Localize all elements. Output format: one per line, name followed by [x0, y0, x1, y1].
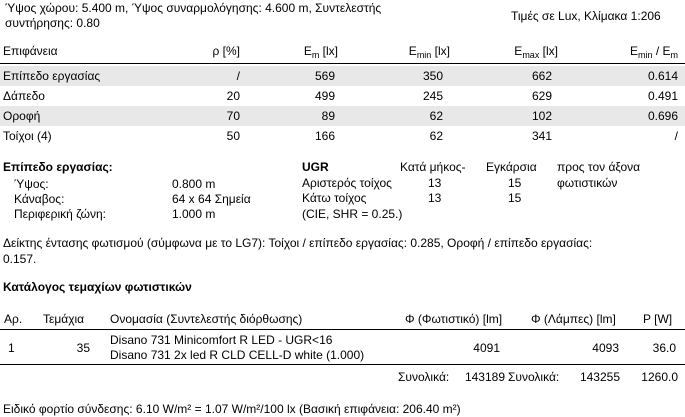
ugr-left-wall-length: 13	[428, 176, 442, 190]
workplane-height-label: Ύψος:	[14, 177, 49, 191]
col-header-em: $E_m$ [lx]	[303, 44, 338, 60]
cell-emin: 62	[429, 109, 443, 123]
cell-emin: 245	[422, 89, 443, 103]
total-label: Συνολικά:	[508, 370, 560, 384]
cell-reflectance: 70	[226, 109, 240, 123]
cell-em: 166	[314, 129, 335, 143]
cell-uniformity: 0.614	[647, 69, 678, 83]
cell-uniformity: /	[674, 129, 678, 143]
ugr-bottom-wall-label: Κάτω τοίχος	[302, 191, 367, 205]
ugr-left-wall-label: Αριστερός τοίχος	[302, 176, 392, 190]
cell-surface: Δάπεδο	[3, 89, 45, 103]
col-header-reflectance: ρ [%]	[212, 44, 240, 58]
workplane-border-label: Περιφερική ζώνη:	[14, 207, 107, 221]
ugr-bottom-wall-length: 13	[428, 191, 442, 205]
ugr-col-axis-1: προς τον άξονα	[557, 160, 641, 174]
cell-reflectance: /	[236, 69, 240, 83]
total-flux-luminaire: 143189	[464, 370, 505, 384]
cell-emax: 662	[531, 69, 552, 83]
luminaires-title: Κατάλογος τεμαχίων φωτιστικών	[3, 280, 192, 294]
col-header-pieces: Τεμάχια	[43, 312, 85, 326]
cell-surface: Οροφή	[3, 109, 41, 123]
cell-name-line-2: Disano 731 2x led R CLD CELL-D white (1.000)	[110, 348, 365, 362]
row-shade	[0, 66, 685, 86]
cell-em: 499	[314, 89, 335, 103]
cell-emin: 62	[429, 129, 443, 143]
total-label: Συνολικά:	[398, 370, 450, 384]
table-divider	[0, 329, 685, 330]
col-header-surface: Επιφάνεια	[3, 44, 58, 58]
cell-flux-lamps: 4093	[592, 341, 619, 355]
col-header-name: Ονομασία (Συντελεστής διόρθωσης)	[110, 312, 303, 326]
ugr-col-cross: Εγκάρσια	[486, 160, 537, 174]
ugr-note: (CIE, SHR = 0.25.)	[302, 207, 403, 221]
values-note: Τιμές σε Lux, Κλίμακα 1:206	[511, 9, 661, 23]
cell-surface: Επίπεδο εργασίας	[3, 69, 101, 83]
ugr-left-wall-cross: 15	[508, 176, 522, 190]
table-divider	[0, 364, 685, 365]
cell-emax: 341	[531, 129, 552, 143]
cell-emax: 629	[531, 89, 552, 103]
room-info-line-1: Ύψος χώρου: 5.400 m, Ύψος συναρμολόγησης: 4.600 m, Συντελεστής	[5, 1, 382, 15]
ugr-bottom-wall-cross: 15	[508, 191, 522, 205]
cell-em: 89	[321, 109, 335, 123]
col-header-power: P [W]	[643, 312, 673, 326]
illuminance-index-line-1: Δείκτης έντασης φωτισμού (σύμφωνα με το LG7): Τοίχοι / επίπεδο εργασίας: 0.285, Οροφή / επίπεδο εργασίας:	[3, 236, 593, 250]
cell-number: 1	[8, 341, 15, 355]
col-header-uniformity: $E_{min} / E_m$	[629, 44, 678, 60]
cell-name-line-1: Disano 731 Minicomfort R LED - UGR<16	[110, 333, 333, 347]
table-divider	[0, 63, 685, 64]
workplane-border-value: 1.000 m	[172, 207, 216, 221]
ugr-title: UGR	[302, 160, 329, 174]
workplane-height-value: 0.800 m	[172, 177, 216, 191]
workplane-title: Επίπεδο εργασίας:	[3, 160, 113, 174]
workplane-grid-value: 64 x 64 Σημεία	[172, 192, 251, 206]
col-header-flux-luminaire: Φ (Φωτιστικό) [lm]	[405, 312, 503, 326]
cell-em: 569	[314, 69, 335, 83]
illuminance-index-line-2: 0.157.	[3, 252, 37, 266]
ugr-col-length: Κατά μήκος-	[400, 160, 466, 174]
cell-uniformity: 0.491	[647, 89, 678, 103]
cell-reflectance: 50	[226, 129, 240, 143]
cell-surface: Τοίχοι (4)	[3, 129, 52, 143]
col-header-number: Αρ.	[4, 312, 23, 326]
col-header-emax: $E_{max}$ [lx]	[514, 44, 558, 60]
specific-load: Ειδικό φορτίο σύνδεσης: 6.10 W/m² = 1.07 W/m²/100 lx (Βασική επιφάνεια: 206.40 m²)	[3, 402, 461, 416]
cell-flux-luminaire: 4091	[473, 341, 500, 355]
ugr-col-axis-2: φωτιστικών	[557, 176, 618, 190]
room-info-line-2: συντήρησης: 0.80	[5, 16, 100, 30]
cell-emin: 350	[422, 69, 443, 83]
total-flux-lamps: 143255	[579, 370, 620, 384]
col-header-flux-lamps: Φ (Λάμπες) [lm]	[531, 312, 616, 326]
cell-emax: 102	[531, 109, 552, 123]
col-header-emin: $E_{min}$ [lx]	[408, 44, 450, 60]
cell-pieces: 35	[76, 341, 90, 355]
cell-reflectance: 20	[226, 89, 240, 103]
workplane-grid-label: Κάναβος:	[14, 192, 65, 206]
cell-uniformity: 0.696	[647, 109, 678, 123]
cell-power: 36.0	[652, 341, 676, 355]
row-shade	[0, 106, 685, 126]
total-power: 1260.0	[641, 370, 678, 384]
